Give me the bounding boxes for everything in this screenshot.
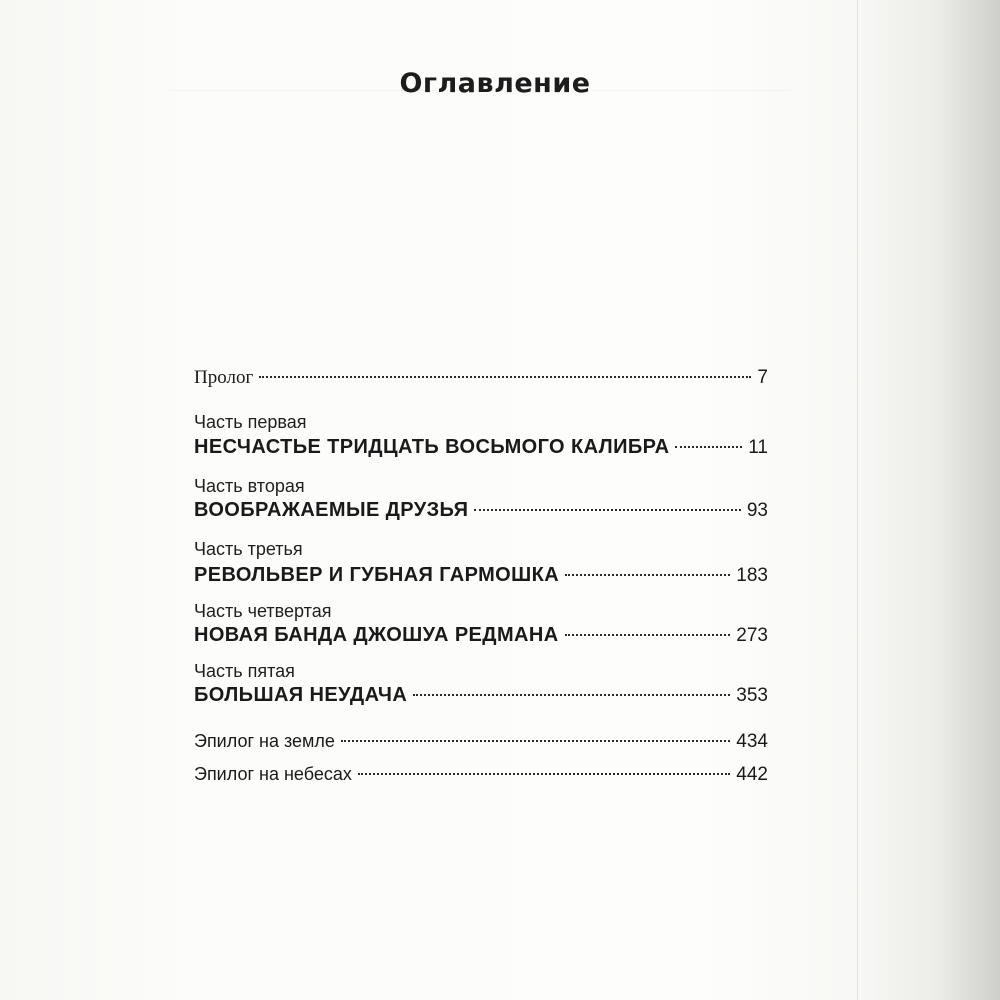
part-label: Часть четвертая: [194, 601, 332, 621]
toc-entry-part-3: [194, 564, 768, 587]
toc-page-number: 93: [746, 500, 768, 521]
part-title: НЕСЧАСТЬЕ ТРИДЦАТЬ ВОСЬМОГО КАЛИБРА: [194, 436, 670, 458]
toc-entry-label: Эпилог на небесах: [194, 764, 352, 784]
part-label: Часть вторая: [194, 476, 305, 496]
dot-leader: [565, 634, 731, 636]
toc-entry-label: Эпилог на земле: [194, 731, 335, 751]
toc-entry-label: Пролог: [194, 367, 254, 388]
toc-entry-epilogue-heaven: [194, 764, 768, 786]
toc-page-number: 434: [736, 731, 768, 752]
part-title: НОВАЯ БАНДА ДЖОШУА РЕДМАНА: [194, 624, 559, 646]
bleed-through-texture: [170, 60, 790, 400]
toc-page-number: 183: [736, 565, 768, 586]
toc-entry-part-2: [194, 499, 768, 522]
page-fold-line: [857, 0, 858, 1000]
part-title: БОЛЬШАЯ НЕУДАЧА: [194, 684, 408, 706]
dot-leader: [358, 773, 730, 775]
dot-leader: [474, 509, 741, 511]
dot-leader: [565, 574, 730, 576]
toc-page-number: 273: [736, 625, 768, 646]
dot-leader: [259, 376, 751, 378]
toc-page-number: 353: [736, 685, 768, 706]
part-label: Часть третья: [194, 539, 303, 559]
toc-page-number: 7: [757, 367, 768, 388]
toc-entry-part-5: [194, 684, 768, 707]
toc-entry-part-4: [194, 624, 768, 647]
part-title: РЕВОЛЬВЕР И ГУБНАЯ ГАРМОШКА: [194, 564, 560, 586]
toc-page-number: 442: [736, 764, 768, 785]
page-edge-shadow: [860, 0, 1000, 1000]
dot-leader: [413, 694, 730, 696]
toc-entry-prologue: [194, 367, 768, 389]
part-label: Часть первая: [194, 412, 307, 432]
dot-leader: [675, 446, 742, 448]
part-label: Часть пятая: [194, 661, 295, 681]
toc-entry-epilogue-earth: [194, 731, 768, 753]
toc-page-number: 11: [748, 437, 768, 458]
page-title: Оглавление: [399, 68, 591, 100]
part-title: ВООБРАЖАЕМЫЕ ДРУЗЬЯ: [194, 499, 469, 521]
toc-entry-part-1: [194, 436, 768, 459]
dot-leader: [341, 740, 730, 742]
